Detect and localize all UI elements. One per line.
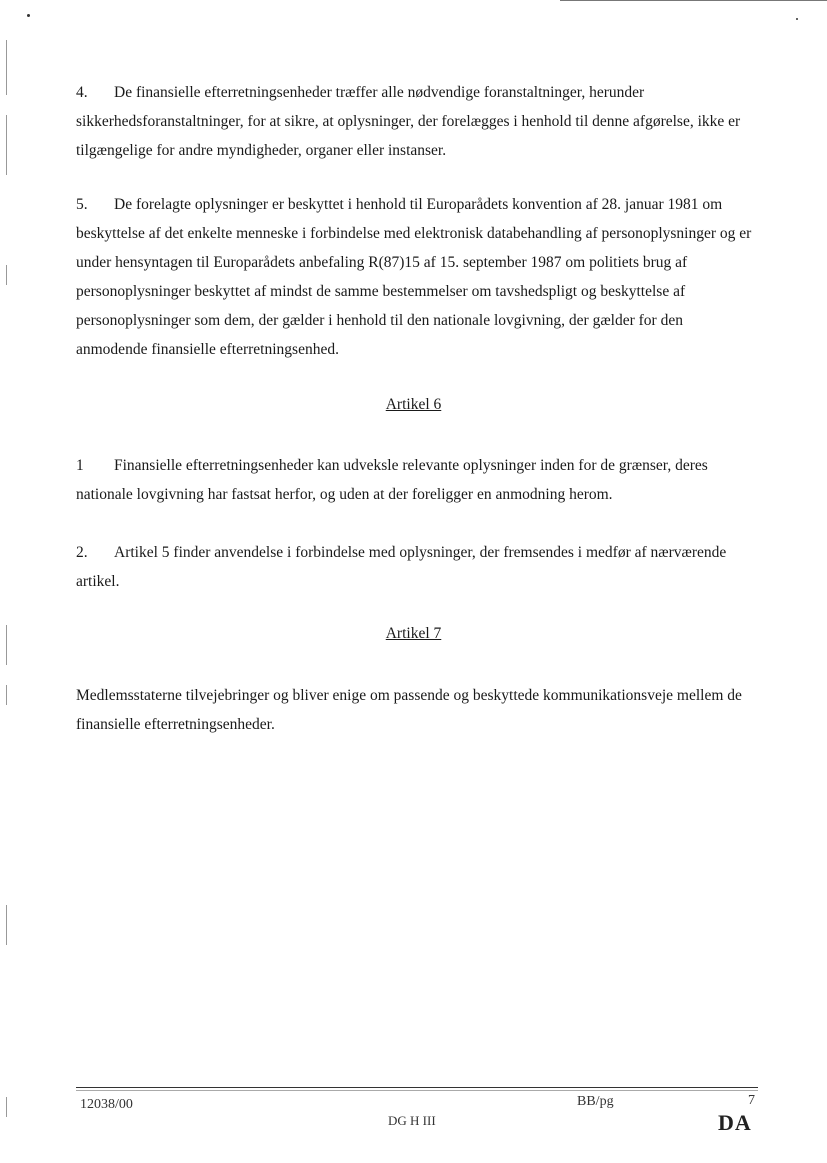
scan-edge xyxy=(560,0,827,1)
heading-artikel-6: Artikel 6 xyxy=(385,396,442,413)
scan-margin-mark xyxy=(6,1097,7,1117)
paragraph-number: 5. xyxy=(76,196,88,213)
paragraph-6-2 xyxy=(76,538,756,596)
footer-page-number: 7 xyxy=(748,1093,755,1108)
paragraph-text: Finansielle efterretningsenheder kan udveksle relevante oplysninger inden for de grænser, deres nationale lovgivning har fastsat herfor, og uden at der foreligger en anmodning herom. xyxy=(76,457,708,503)
footer-divider xyxy=(76,1087,758,1088)
paragraph-number: 4. xyxy=(76,84,88,101)
scan-speck xyxy=(796,18,798,20)
footer-divider xyxy=(76,1090,758,1091)
paragraph-7 xyxy=(76,681,756,739)
footer-doc-ref: 12038/00 xyxy=(80,1097,133,1112)
scan-margin-mark xyxy=(6,685,7,705)
scan-margin-mark xyxy=(6,115,7,175)
paragraph-number: 1 xyxy=(76,457,84,474)
paragraph-5 xyxy=(76,190,756,364)
footer-directorate: DG H III xyxy=(388,1113,436,1128)
paragraph-text: De finansielle efterretningsenheder træffer alle nødvendige foranstaltninger, herunder sikkerhedsforanstaltninger, for at sikre, at oplysninger, der forelægges i henhold til denne afgørelse, ikke er tilgængelige for andre myndigheder, organer eller instanser. xyxy=(76,84,741,159)
paragraph-number: 2. xyxy=(76,544,88,561)
scan-margin-mark xyxy=(6,905,7,945)
footer-language-code: DA xyxy=(718,1110,752,1135)
paragraph-text: Medlemsstaterne tilvejebringer og bliver enige om passende og beskyttede kommunikationsveje mellem de finansielle efterretningsenheder. xyxy=(76,687,742,733)
scan-margin-mark xyxy=(6,40,7,95)
paragraph-6-1 xyxy=(76,451,756,509)
paragraph-4 xyxy=(76,78,756,165)
scan-speck xyxy=(27,14,30,17)
paragraph-text: De forelagte oplysninger er beskyttet i henhold til Europarådets konvention af 28. januar 1981 om beskyttelse af det enkelte menneske i forbindelse med elektronisk databehandling af personoplysninger og er under hensyntagen til Europarådets anbefaling R(87)15 af 15. september 1987 om politiets brug af personoplysninger beskyttet af mindst de samme bestemmelser om tavshedspligt og beskyttelse af personoplysninger som dem, der gælder i henhold til den nationale lovgivning, der gælder for den anmodende finansielle efterretningsenhed. xyxy=(76,196,752,358)
footer-initials: BB/pg xyxy=(577,1094,614,1109)
paragraph-text: Artikel 5 finder anvendelse i forbindelse med oplysninger, der fremsendes i medfør af nærværende artikel. xyxy=(76,544,727,590)
scan-margin-mark xyxy=(6,265,7,285)
heading-artikel-7: Artikel 7 xyxy=(385,625,442,642)
